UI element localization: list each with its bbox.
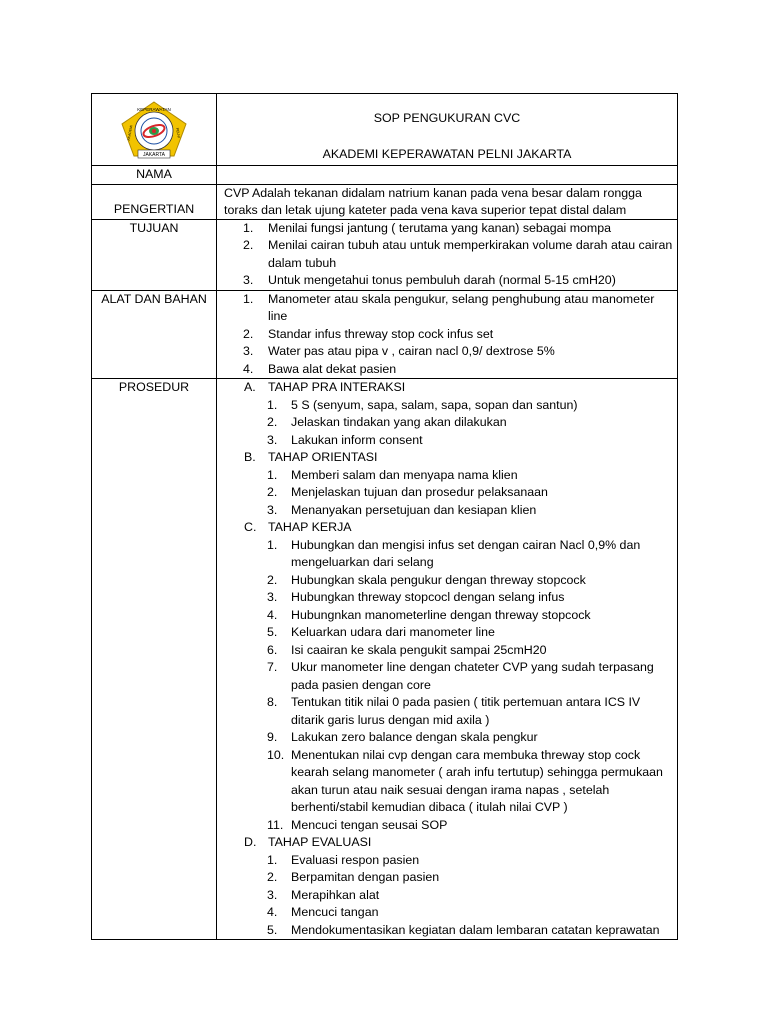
tujuan-label: TUJUAN [129,220,179,235]
alat-list [217,291,677,379]
header-row [92,94,678,166]
document-title: SOP PENGUKURAN CVC [373,111,521,125]
list-item: 4. Bawa alat dekat pasien [243,361,397,376]
tujuan-list [217,220,677,290]
tujuan-row [92,219,678,290]
list-item: 1. Evaluasi respon pasien [267,852,420,867]
list-item: 3. Hubungkan threway stopcocl dengan selang infus [267,590,565,604]
logo-ring-text-left: AKADEMI [126,124,134,141]
list-item: 2. Hubungkan skala pengukur dengan threway stopcock [267,572,586,587]
institution-logo [114,98,194,160]
list-item: 3. Untuk mengetahui tonus pembuluh darah (normal 5-15 cmH20) [243,273,616,287]
list-item: 1. Menilai fungsi jantung ( terutama yang kanan) sebagai mompa [243,220,612,235]
pengertian-text: CVP Adalah tekanan didalam natrium kanan pada vena besar dalam rongga toraks dan letak ujung kateter pada vena kava superior tepat distal dalam [224,185,642,217]
logo-ring-text-top: KEPERAWATAN [137,107,171,112]
list-item: 2. Berpamitan dengan pasien [267,870,440,884]
logo-cell [92,94,217,166]
section-heading: B. TAHAP ORIENTASI [244,450,378,464]
pengertian-row [92,184,678,219]
title-cell [217,94,678,166]
section-list [217,467,677,520]
prosedur-row [92,379,678,940]
nama-row [92,166,678,185]
list-item: 1. 5 S (senyum, sapa, salam, sapa, sopan dan santun) [267,397,578,412]
list-item: 1. Memberi salam dan menyapa nama klien [267,467,518,482]
list-item: 2. Standar infus threway stop cock infus set [243,326,494,341]
nama-label: NAMA [136,167,172,181]
sop-table [91,93,678,940]
section-heading: D. TAHAP EVALUASI [244,835,372,849]
list-item: 5. Keluarkan udara dari manometer line [267,625,495,639]
prosedur-label: PROSEDUR [118,380,190,394]
list-item: 2. Menilai cairan tubuh atau untuk memperkirakan volume darah atau cairan dalam tubuh [243,238,673,270]
list-item: 3. Menanyakan persetujuan dan kesiapan klien [267,502,537,517]
section-list [217,397,677,450]
list-item: 7. Ukur manometer line dengan chateter CVP yang sudah terpasang pada pasien dengan core [267,660,654,692]
list-item: 6. Isi caairan ke skala pengukit sampai 25cmH20 [267,642,547,657]
section-heading: C. TAHAP KERJA [244,520,352,534]
logo-ribbon-text: JAKARTA [142,152,166,158]
logo-ring-text-right: PELNI [175,127,181,139]
list-item: 9. Lakukan zero balance dengan skala pengkur [267,730,538,744]
pengertian-label: PENGERTIAN [113,202,195,216]
list-item: 4. Mencuci tangan [267,905,379,919]
list-item: 2. Jelaskan tindakan yang akan dilakukan [267,415,507,429]
list-item: 3. Water pas atau pipa v , cairan nacl 0,9/ dextrose 5% [243,344,555,358]
list-item: 3. Lakukan inform consent [267,432,423,447]
section-heading: A. TAHAP PRA INTERAKSI [244,380,406,394]
list-item: 11. Mencuci tengan seusai SOP [267,817,448,832]
alat-row [92,290,678,379]
list-item: 5. Mendokumentasikan kegiatan dalam lembaran catatan keprawatan [267,922,660,937]
list-item: 3. Merapihkan alat [267,887,380,902]
list-item: 8. Tentukan titik nilai 0 pada pasien ( titik pertemuan antara ICS IV ditarik garis lurus dengan mid axila ) [267,695,641,727]
list-item: 1. Manometer atau skala pengukur, selang penghubung atau manometer line [243,291,655,323]
list-item: 1. Hubungkan dan mengisi infus set dengan cairan Nacl 0,9% dan mengeluarkan dari selang [267,537,641,569]
institution-name: AKADEMI KEPERAWATAN PELNI JAKARTA [322,146,572,161]
section-list [217,537,677,835]
section-list [217,852,677,940]
list-item: 4. Hubungnkan manometerline dengan threway stopcock [267,607,591,622]
alat-label: ALAT DAN BAHAN [101,291,207,306]
list-item: 10. Menentukan nilai cvp dengan cara membuka threway stop cock kearah selang manometer ( arah infu tertutup) sehingga permukaan akan turun atau naik sesuai dengan irama napas , setelah berhenti/stabil kemudian dibaca ( itulah nilai CVP ) [267,747,663,814]
list-item: 2. Menjelaskan tujuan dan prosedur pelaksanaan [267,485,548,499]
